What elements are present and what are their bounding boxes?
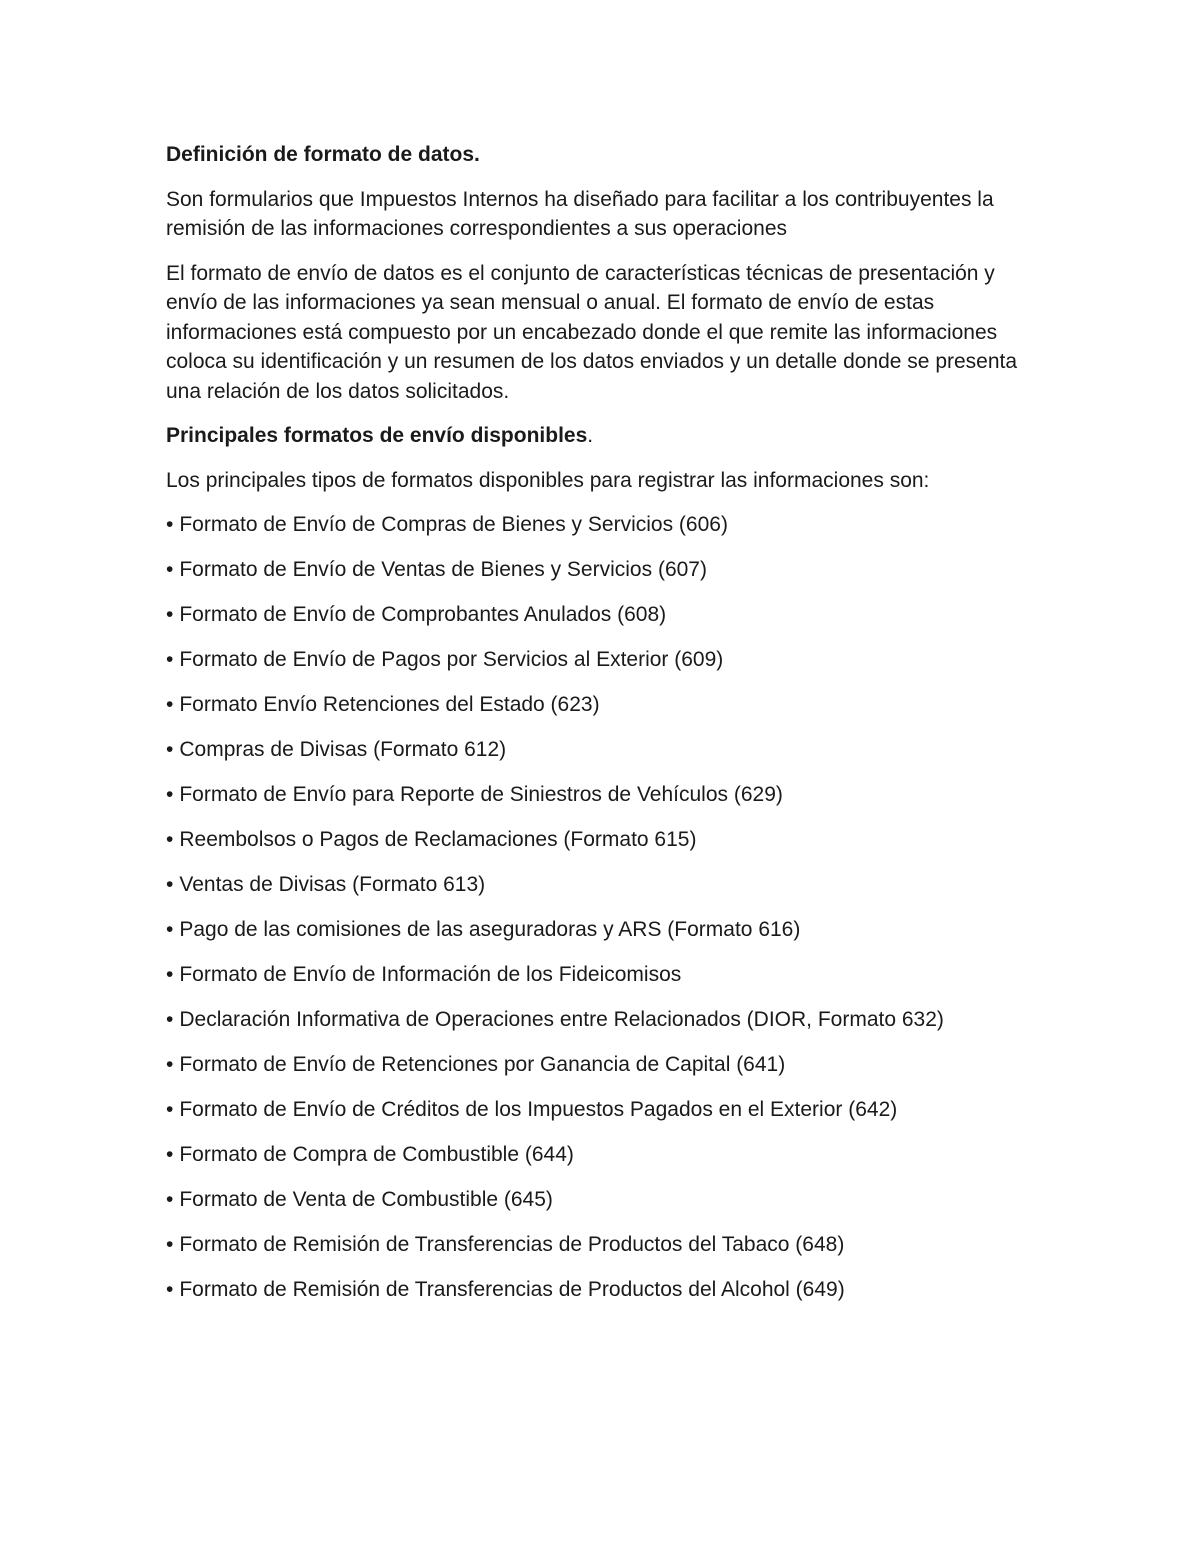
list-item-text: Formato de Venta de Combustible (645)	[179, 1188, 553, 1211]
paragraph-intro-formatos: Los principales tipos de formatos disponibles para registrar las informaciones son:	[166, 468, 930, 492]
list-item	[166, 1185, 1046, 1215]
list-item-text: Reembolsos o Pagos de Reclamaciones (Formato 615)	[179, 828, 697, 851]
list-item-text: Declaración Informativa de Operaciones entre Relacionados (DIOR, Formato 632)	[179, 1008, 944, 1031]
bullet-mark: •	[166, 1143, 174, 1166]
list-item-text: Formato Envío Retenciones del Estado (623)	[179, 693, 600, 716]
list-item-text: Ventas de Divisas (Formato 613)	[179, 873, 486, 896]
document-page	[166, 140, 1046, 1320]
list-item-text: Compras de Divisas (Formato 612)	[179, 738, 507, 761]
bullet-mark: •	[166, 783, 174, 806]
list-item-text: Formato de Envío para Reporte de Siniestros de Vehículos (629)	[179, 783, 783, 806]
list-item	[166, 1050, 1046, 1080]
list-item-text: Formato de Remisión de Transferencias de Productos del Tabaco (648)	[179, 1233, 845, 1256]
list-item	[166, 1230, 1046, 1260]
bullet-mark: •	[166, 918, 174, 941]
list-item	[166, 690, 1046, 720]
list-item	[166, 600, 1046, 630]
list-item	[166, 1095, 1046, 1125]
formats-bullet-list	[166, 510, 1046, 1305]
paragraph-formato-envio: El formato de envío de datos es el conjunto de características técnicas de presentación y envío de las informaciones ya sean mensual o anual. El formato de envío de estas informaciones está compuesto por un encabezado donde el que remite las informaciones coloca su identificación y un resumen de los datos enviados y un detalle donde se presenta una relación de los datos solicitados.	[166, 261, 1018, 403]
list-item-text: Formato de Envío de Ventas de Bienes y Servicios (607)	[179, 558, 707, 581]
section-heading-principales	[166, 421, 1046, 451]
list-item-text: Formato de Envío de Información de los Fideicomisos	[179, 963, 682, 986]
bullet-mark: •	[166, 693, 174, 716]
list-item	[166, 735, 1046, 765]
bullet-mark: •	[166, 1188, 174, 1211]
bullet-mark: •	[166, 1008, 174, 1031]
list-item-text: Formato de Compra de Combustible (644)	[179, 1143, 574, 1166]
list-item	[166, 1275, 1046, 1305]
list-item	[166, 1005, 1046, 1035]
list-item-text: Formato de Envío de Comprobantes Anulados (608)	[179, 603, 667, 626]
bullet-mark: •	[166, 1233, 174, 1256]
list-item	[166, 915, 1046, 945]
list-item	[166, 870, 1046, 900]
bullet-mark: •	[166, 603, 174, 626]
list-item	[166, 510, 1046, 540]
list-item-text: Formato de Envío de Pagos por Servicios al Exterior (609)	[179, 648, 724, 671]
list-item	[166, 555, 1046, 585]
bullet-mark: •	[166, 828, 174, 851]
bullet-mark: •	[166, 513, 174, 536]
section-heading-definicion: Definición de formato de datos.	[166, 143, 480, 166]
list-item	[166, 780, 1046, 810]
list-item-text: Pago de las comisiones de las aseguradoras y ARS (Formato 616)	[179, 918, 801, 941]
bullet-mark: •	[166, 648, 174, 671]
list-item	[166, 645, 1046, 675]
list-item	[166, 1140, 1046, 1170]
bullet-mark: •	[166, 738, 174, 761]
paragraph-formularios: Son formularios que Impuestos Internos ha diseñado para facilitar a los contribuyentes la remisión de las informaciones correspondientes a sus operaciones	[166, 187, 994, 240]
bullet-mark: •	[166, 558, 174, 581]
list-item-text: Formato de Envío de Compras de Bienes y Servicios (606)	[179, 513, 728, 536]
list-item-text: Formato de Remisión de Transferencias de Productos del Alcohol (649)	[179, 1278, 845, 1301]
section-heading-principales-text: Principales formatos de envío disponibles	[166, 424, 588, 447]
bullet-mark: •	[166, 1098, 174, 1121]
list-item-text: Formato de Envío de Créditos de los Impuestos Pagados en el Exterior (642)	[179, 1098, 898, 1121]
bullet-mark: •	[166, 1053, 174, 1076]
bullet-mark: •	[166, 963, 174, 986]
section-heading-principales-dot: .	[587, 424, 594, 447]
bullet-mark: •	[166, 1278, 174, 1301]
list-item	[166, 825, 1046, 855]
bullet-mark: •	[166, 873, 174, 896]
list-item-text: Formato de Envío de Retenciones por Ganancia de Capital (641)	[179, 1053, 786, 1076]
list-item	[166, 960, 1046, 990]
